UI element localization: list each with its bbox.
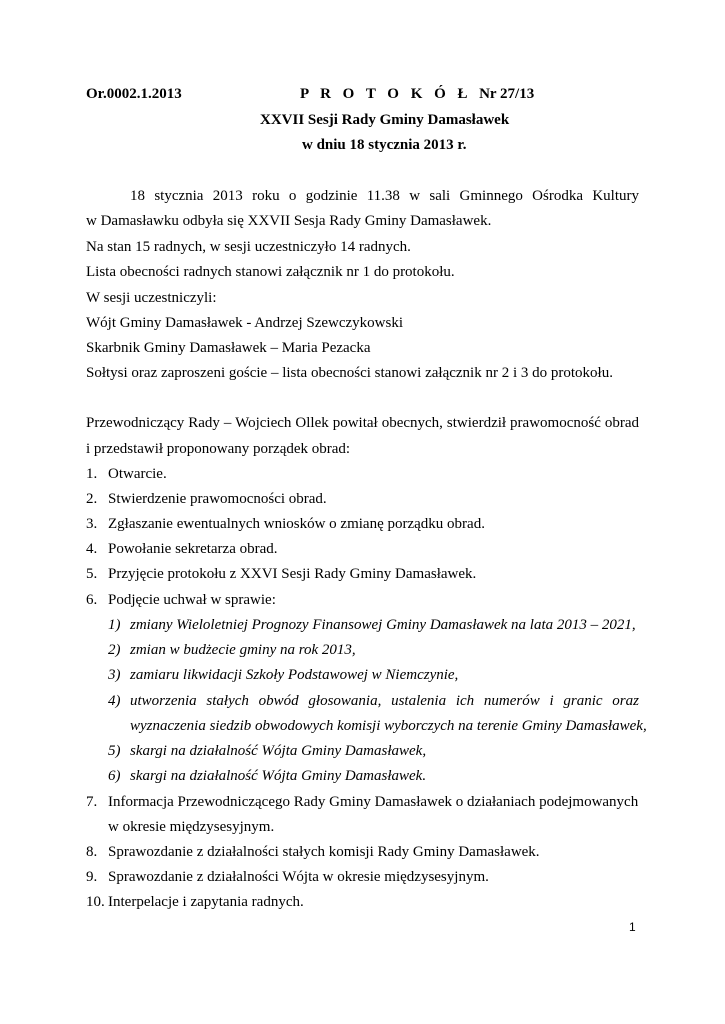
resolution-item: zmian w budżecie gminy na rok 2013, [130, 642, 356, 658]
intro-line: Sołtysi oraz zaproszeni goście – lista obecności stanowi załącznik nr 2 i 3 do protokołu. [86, 365, 613, 381]
resolution-item: skargi na działalność Wójta Gminy Damasławek, [130, 743, 427, 759]
document-title [300, 86, 534, 103]
agenda-item: Sprawozdanie z działalności stałych komisji Rady Gminy Damasławek. [108, 844, 540, 860]
agenda-item: Informacja Przewodniczącego Rady Gminy Damasławek o działaniach podejmowanych [108, 794, 639, 810]
resolution-item: utworzenia stałych obwód głosowania, ustalenia ich numerów i granic oraz [130, 693, 639, 709]
agenda-item: Otwarcie. [108, 466, 167, 482]
resolution-item: skargi na działalność Wójta Gminy Damasławek. [130, 768, 427, 784]
agenda-item-number: 1. [86, 466, 98, 482]
agenda-item-number: 9. [86, 869, 98, 885]
intro-line: Na stan 15 radnych, w sesji uczestniczyło 14 radnych. [86, 239, 411, 255]
agenda-item-number: 6. [86, 592, 98, 608]
agenda-item-continuation: w okresie międzysesyjnym. [108, 819, 275, 835]
resolution-number: 5) [108, 743, 121, 759]
agenda-item-number: 2. [86, 491, 98, 507]
agenda-item-number: 7. [86, 794, 98, 810]
agenda-item: Sprawozdanie z działalności Wójta w okresie międzysesyjnym. [108, 869, 489, 885]
intro-line: Lista obecności radnych stanowi załącznik nr 1 do protokołu. [86, 264, 455, 280]
agenda-item-number: 5. [86, 566, 98, 582]
resolution-item: zmiany Wieloletniej Prognozy Finansowej Gminy Damasławek na lata 2013 – 2021, [130, 617, 636, 633]
resolution-item-continuation: wyznaczenia siedzib obwodowych komisji wyborczych na terenie Gminy Damasławek, [130, 718, 647, 734]
agenda-item: Podjęcie uchwał w sprawie: [108, 592, 276, 608]
resolution-number: 1) [108, 617, 121, 633]
page-number: 1 [629, 920, 636, 934]
resolution-number: 2) [108, 642, 121, 658]
intro-line: W sesji uczestniczyli: [86, 290, 217, 306]
document-title-number: Nr 27/13 [479, 86, 535, 102]
document-reference: Or.0002.1.2013 [86, 86, 182, 102]
agenda-item-number: 8. [86, 844, 98, 860]
resolution-number: 3) [108, 667, 121, 683]
agenda-intro-line: Przewodniczący Rady – Wojciech Ollek powitał obecnych, stwierdził prawomocność obrad [86, 415, 639, 431]
resolution-item: zamiaru likwidacji Szkoły Podstawowej w Niemczynie, [130, 667, 459, 683]
resolution-number: 4) [108, 693, 121, 709]
agenda-item: Zgłaszanie ewentualnych wniosków o zmianę porządku obrad. [108, 516, 485, 532]
agenda-item: Stwierdzenie prawomocności obrad. [108, 491, 327, 507]
agenda-intro-line: i przedstawił proponowany porządek obrad: [86, 441, 351, 457]
agenda-item-number: 10. [86, 894, 105, 910]
intro-line: Wójt Gminy Damasławek - Andrzej Szewczykowski [86, 315, 403, 331]
intro-line: 18 stycznia 2013 roku o godzinie 11.38 w sali Gminnego Ośrodka Kultury [130, 188, 639, 204]
agenda-item-number: 4. [86, 541, 98, 557]
intro-line: Skarbnik Gminy Damasławek – Maria Pezacka [86, 340, 371, 356]
agenda-item: Powołanie sekretarza obrad. [108, 541, 278, 557]
document-date: w dniu 18 stycznia 2013 r. [302, 137, 467, 153]
intro-line: w Damasławku odbyła się XXVII Sesja Rady Gminy Damasławek. [86, 213, 492, 229]
document-title-word: P R O T O K Ó Ł [300, 86, 472, 102]
agenda-item: Przyjęcie protokołu z XXVI Sesji Rady Gminy Damasławek. [108, 566, 477, 582]
document-subtitle: XXVII Sesji Rady Gminy Damasławek [260, 112, 510, 128]
agenda-item-number: 3. [86, 516, 98, 532]
resolution-number: 6) [108, 768, 121, 784]
agenda-item: Interpelacje i zapytania radnych. [108, 894, 304, 910]
